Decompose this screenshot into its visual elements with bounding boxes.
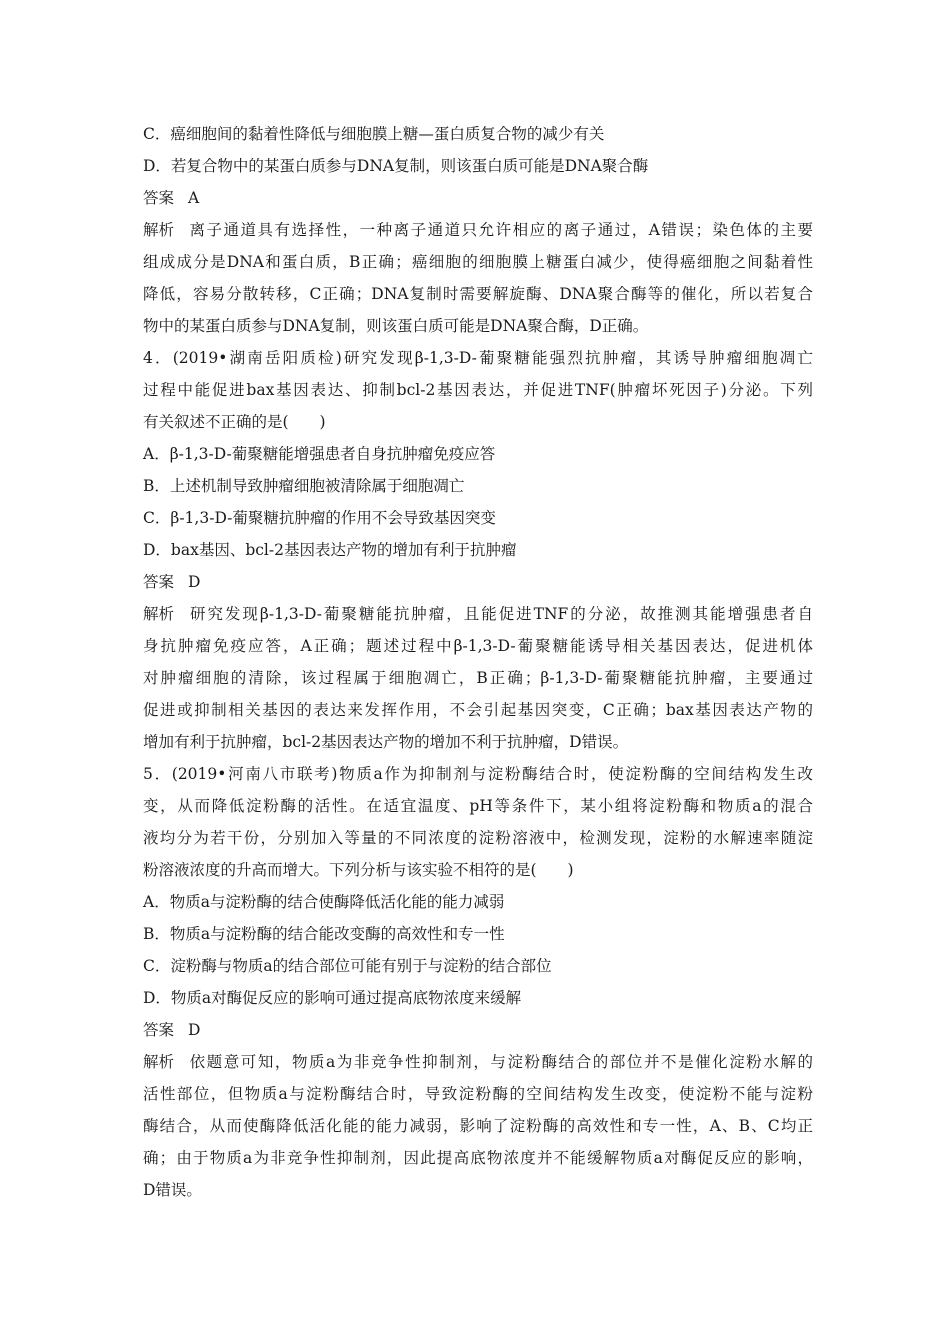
q4-analysis-line-4: 促进或抑制相关基因的表达来发挥作用，不会引起基因突变，C正确；bax基因表达产物的 [143, 701, 813, 719]
q4-stem-line-2: 过程中能促进bax基因表达、抑制bcl-2基因表达，并促进TNF(肿瘤坏死因子)分泌。下列 [143, 381, 813, 399]
q3-analysis-line-4: 物中的某蛋白质参与DNA复制，则该蛋白质可能是DNA聚合酶，D正确。 [143, 317, 649, 335]
q5-option-c: C．淀粉酶与物质a的结合部位可能有别于与淀粉的结合部位 [143, 957, 552, 975]
answer-label: 答案 [143, 573, 175, 591]
analysis-label: 解析 [143, 221, 175, 239]
q5-option-b: B．物质a与淀粉酶的结合能改变酶的高效性和专一性 [143, 925, 505, 943]
q5-stem-line-4: 粉溶液浓度的升高而增大。下列分析与该实验不相符的是( ) [143, 861, 574, 879]
q4-option-d: D．bax基因、bcl-2基因表达产物的增加有利于抗肿瘤 [143, 541, 517, 559]
q4-answer [143, 571, 813, 593]
analysis-label: 解析 [143, 1053, 175, 1071]
answer-value: D [188, 1021, 201, 1039]
q3-analysis-line-1: 解析 离子通道具有选择性，一种离子通道只允许相应的离子通过，A错误；染色体的主要 [143, 221, 813, 239]
q4-option-c: C．β-1,3-D-葡聚糖抗肿瘤的作用不会导致基因突变 [143, 509, 496, 527]
q3-analysis-line-2: 组成成分是DNA和蛋白质，B正确；癌细胞的细胞膜上糖蛋白减少，使得癌细胞之间黏着性 [143, 253, 813, 271]
q5-stem-line-1: 5．(2019•河南八市联考)物质a作为抑制剂与淀粉酶结合时，使淀粉酶的空间结构发生改 [143, 765, 813, 783]
q5-analysis-line-2: 活性部位，但物质a与淀粉酶结合时，导致淀粉酶的空间结构发生改变，使淀粉不能与淀粉 [143, 1085, 813, 1103]
q5-analysis-line-5: D错误。 [143, 1181, 202, 1199]
q4-stem-line-3: 有关叙述不正确的是( ) [143, 413, 326, 431]
q5-stem-line-3: 液均分为若干份，分别加入等量的不同浓度的淀粉溶液中，检测发现，淀粉的水解速率随淀 [143, 829, 813, 847]
q3-analysis-line-3: 降低，容易分散转移，C正确；DNA复制时需要解旋酶、DNA聚合酶等的催化，所以若复合 [143, 285, 813, 303]
q4-option-a: A．β-1,3-D-葡聚糖能增强患者自身抗肿瘤免疫应答 [143, 445, 496, 463]
answer-value: D [188, 573, 201, 591]
q5-option-d: D．物质a对酶促反应的影响可通过提高底物浓度来缓解 [143, 989, 522, 1007]
q5-option-a: A．物质a与淀粉酶的结合使酶降低活化能的能力减弱 [143, 893, 505, 911]
q5-analysis-line-3: 酶结合，从而使酶降低活化能的能力减弱，影响了淀粉酶的高效性和专一性，A、B、C均正 [143, 1117, 813, 1135]
q4-option-b: B．上述机制导致肿瘤细胞被清除属于细胞凋亡 [143, 477, 465, 495]
q4-analysis-line-2: 身抗肿瘤免疫应答，A正确；题述过程中β-1,3-D-葡聚糖能诱导相关基因表达，促进机体 [143, 637, 813, 655]
q3-option-c: C．癌细胞间的黏着性降低与细胞膜上糖—蛋白质复合物的减少有关 [143, 125, 605, 143]
q5-analysis-line-1: 解析 依题意可知，物质a为非竞争性抑制剂，与淀粉酶结合的部位并不是催化淀粉水解的 [143, 1053, 813, 1071]
q4-analysis-line-3: 对肿瘤细胞的清除，该过程属于细胞凋亡，B正确；β-1,3-D-葡聚糖能抗肿瘤，主要通过 [143, 669, 813, 687]
answer-value: A [188, 189, 200, 207]
answer-label: 答案 [143, 189, 175, 207]
q5-analysis-line-4: 确；由于物质a为非竞争性抑制剂，因此提高底物浓度并不能缓解物质a对酶促反应的影响， [143, 1149, 813, 1167]
q3-answer [143, 187, 813, 209]
q5-stem-line-2: 变，从而降低淀粉酶的活性。在适宜温度、pH等条件下，某小组将淀粉酶和物质a的混合 [143, 797, 813, 815]
answer-label: 答案 [143, 1021, 175, 1039]
q5-answer [143, 1019, 813, 1041]
q4-stem-line-1: 4．(2019•湖南岳阳质检)研究发现β-1,3-D-葡聚糖能强烈抗肿瘤，其诱导肿瘤细胞凋亡 [143, 349, 813, 367]
q3-option-d: D．若复合物中的某蛋白质参与DNA复制，则该蛋白质可能是DNA聚合酶 [143, 157, 649, 175]
q4-analysis-line-5: 增加有利于抗肿瘤，bcl-2基因表达产物的增加不利于抗肿瘤，D错误。 [143, 733, 629, 751]
q4-analysis-line-1: 解析 研究发现β-1,3-D-葡聚糖能抗肿瘤，且能促进TNF的分泌，故推测其能增强患者自 [143, 605, 813, 623]
analysis-label: 解析 [143, 605, 175, 623]
